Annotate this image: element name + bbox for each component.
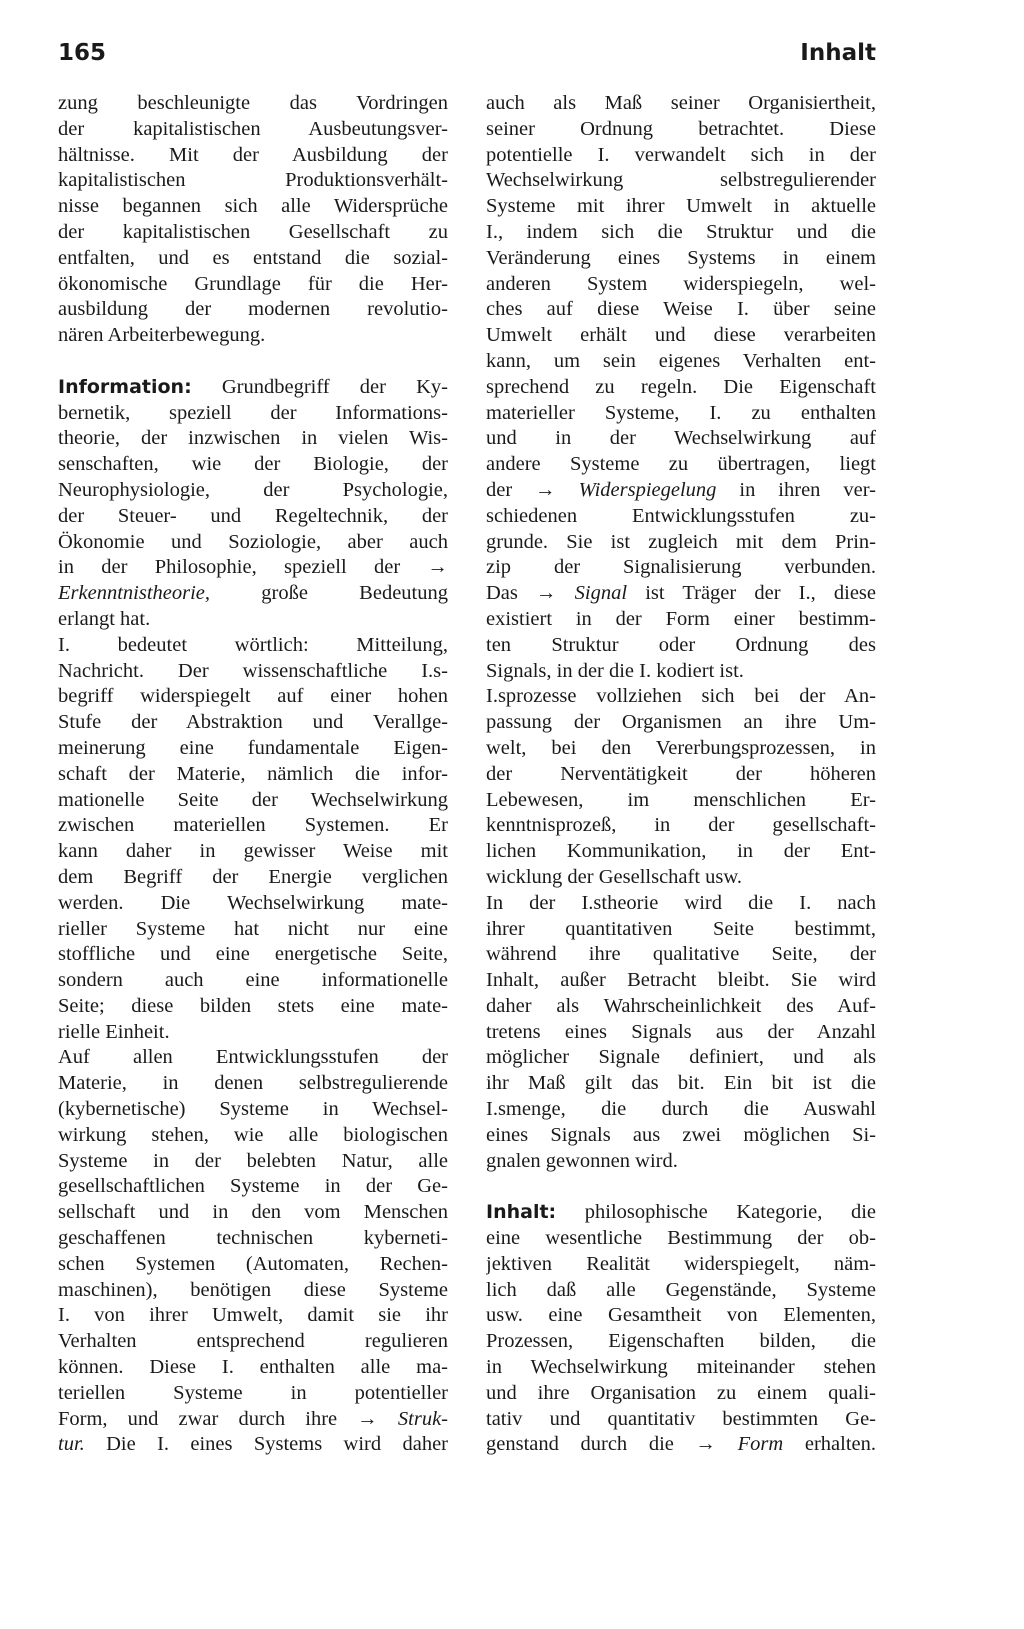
text-run: große Bedeutung: [210, 582, 448, 605]
text-line: I.smenge, die durch die Auswahl: [486, 1098, 876, 1121]
text-line: entfalten, und es entstand die sozial-: [58, 246, 448, 269]
text-line: Lebewesen, im menschlichen Er-: [486, 788, 876, 811]
text-line: hältnisse. Mit der Ausbildung der: [58, 143, 448, 166]
text-line: gesellschaftlichen Systeme in der Ge-: [58, 1175, 448, 1198]
text-line: der Steuer- und Regeltechnik, der: [58, 504, 448, 527]
text-line: zip der Signalisierung verbunden.: [486, 556, 876, 579]
left-column: [58, 91, 448, 1458]
cross-reference-signal: Signal: [574, 582, 628, 605]
text-line: geschaffenen technischen kyberneti-: [58, 1227, 448, 1250]
text-line: I., indem sich die Struktur und die: [486, 220, 876, 243]
text-line: Systeme in der belebten Natur, alle: [58, 1149, 448, 1172]
text-line: in der Philosophie, speziell der →: [58, 556, 448, 579]
text-run: Das →: [486, 582, 575, 605]
text-line: [58, 1407, 448, 1433]
text-run: genstand durch die →: [486, 1433, 738, 1456]
text-line: ihr Maß gilt das bit. Ein bit ist die: [486, 1072, 876, 1095]
text-line: daher als Wahrscheinlichkeit des Auf-: [486, 994, 876, 1017]
text-line: ten Struktur oder Ordnung des: [486, 633, 876, 656]
text-line: gnalen gewonnen wird.: [486, 1149, 678, 1172]
text-line: Materie, in denen selbstregulierende: [58, 1072, 448, 1095]
text-line: potentielle I. verwandelt sich in der: [486, 143, 876, 166]
running-head: Inhalt: [800, 40, 876, 66]
text-line: schaft der Materie, nämlich die infor-: [58, 762, 448, 785]
text-line: Systeme mit ihrer Umwelt in aktuelle: [486, 195, 876, 218]
text-line: ausbildung der modernen revolutio-: [58, 298, 448, 321]
text-line: [486, 1432, 876, 1458]
text-line: [486, 581, 876, 607]
text-line: stoffliche und eine energetische Seite,: [58, 943, 448, 966]
text-line: zwischen materiellen Systemen. Er: [58, 814, 448, 837]
entry-term: Inhalt:: [486, 1201, 557, 1224]
paragraph-gap: [58, 349, 448, 375]
text-line: Neurophysiologie, der Psychologie,: [58, 478, 448, 501]
text-line: theorie, der inzwischen in vielen Wis-: [58, 427, 448, 450]
entry-information-continued: [486, 91, 876, 1174]
right-column: [486, 91, 876, 1458]
text-line: kenntnisprozeß, in der gesellschaft-: [486, 814, 876, 837]
text-line: teriellen Systeme in potentieller: [58, 1381, 448, 1404]
text-line: grunde. Sie ist zugleich mit dem Prin-: [486, 530, 876, 553]
text-line: ches auf diese Weise I. über seine: [486, 298, 876, 321]
text-line: passung der Organismen an ihre Um-: [486, 711, 876, 734]
text-line: bernetik, speziell der Informations-: [58, 401, 448, 424]
text-line: der kapitalistischen Ausbeutungsver-: [58, 117, 448, 140]
text-line: nisse begannen sich alle Widersprüche: [58, 195, 448, 218]
text-line: [486, 1200, 876, 1226]
text-line: Ökonomie und Soziologie, aber auch: [58, 530, 448, 553]
text-line: erlangt hat.: [58, 607, 151, 630]
text-line: können. Diese I. enthalten alle ma-: [58, 1356, 448, 1379]
cross-reference-widerspiegelung: Widerspiegelung: [578, 478, 717, 501]
text-line: der kapitalistischen Gesellschaft zu: [58, 220, 448, 243]
text-line: I. von ihrer Umwelt, damit sie ihr: [58, 1304, 448, 1327]
text-line: lich daß alle Gegenstände, Systeme: [486, 1278, 876, 1301]
text-line: materieller Systeme, I. zu enthalten: [486, 401, 876, 424]
text-line: [58, 581, 448, 607]
text-line: Prozessen, Eigenschaften bilden, die: [486, 1330, 876, 1353]
text-run: in ihren ver-: [716, 478, 876, 501]
text-run: erhalten.: [783, 1433, 876, 1456]
text-line: schen Systemen (Automaten, Rechen-: [58, 1252, 448, 1275]
text-run: Die I. eines Systems wird daher: [84, 1433, 448, 1456]
paragraph-gap: [486, 1174, 876, 1200]
text-line: In der I.stheorie wird die I. nach: [486, 891, 876, 914]
text-line: in Wechselwirkung miteinander stehen: [486, 1356, 876, 1379]
text-line: auch als Maß seiner Organisiertheit,: [486, 92, 876, 114]
text-line: während ihre qualitative Seite, der: [486, 943, 876, 966]
text-line: und ihre Organisation zu einem quali-: [486, 1381, 876, 1404]
text-line: sellschaft und in den vom Menschen: [58, 1201, 448, 1224]
text-line: tretens eines Signals aus der Anzahl: [486, 1020, 876, 1043]
text-line: Stufe der Abstraktion und Verallge-: [58, 711, 448, 734]
text-line: usw. eine Gesamtheit von Elementen,: [486, 1304, 876, 1327]
text-line: eine wesentliche Bestimmung der ob-: [486, 1227, 876, 1250]
text-line: mationelle Seite der Wechselwirkung: [58, 788, 448, 811]
text-line: sondern auch eine informationelle: [58, 969, 448, 992]
text-line: Auf allen Entwicklungsstufen der: [58, 1046, 448, 1069]
text-run: Grundbegriff der Ky-: [191, 375, 448, 398]
text-line: lichen Kommunikation, in der Ent-: [486, 840, 876, 863]
text-line: rieller Systeme hat nicht nur eine: [58, 917, 448, 940]
text-line: Wechselwirkung selbstregulierender: [486, 169, 876, 192]
text-line: wirkung stehen, wie alle biologischen: [58, 1123, 448, 1146]
text-line: Inhalt, außer Betracht bleibt. Sie wird: [486, 969, 876, 992]
text-line: eines Signals aus zwei möglichen Si-: [486, 1123, 876, 1146]
text-line: ökonomische Grundlage für die Her-: [58, 272, 448, 295]
text-line: Nachricht. Der wissenschaftliche I.s-: [58, 659, 448, 682]
text-line: rielle Einheit.: [58, 1020, 170, 1043]
cross-reference-struktur: Struk-: [397, 1407, 448, 1430]
text-run: ist Träger der I., diese: [627, 582, 876, 605]
text-line: Veränderung eines Systems in einem: [486, 246, 876, 269]
text-line: I. bedeutet wörtlich: Mitteilung,: [58, 633, 448, 656]
text-line: schiedenen Entwicklungsstufen zu-: [486, 504, 876, 527]
text-line: senschaften, wie der Biologie, der: [58, 453, 448, 476]
text-line: möglicher Signale definiert, und als: [486, 1046, 876, 1069]
text-line: kann, um sein eigenes Verhalten ent-: [486, 349, 876, 372]
text-line: begriff widerspiegelt auf einer hohen: [58, 685, 448, 708]
text-line: nären Arbeiterbewegung.: [58, 324, 266, 347]
text-line: Umwelt erhält und diese verarbeiten: [486, 324, 876, 347]
text-line: dem Begriff der Energie verglichen: [58, 865, 448, 888]
text-line: zung beschleunigte das Vordringen: [58, 92, 448, 114]
intro-paragraph: [58, 91, 448, 349]
text-run: Form, und zwar durch ihre →: [58, 1407, 398, 1430]
text-line: seiner Ordnung betrachtet. Diese: [486, 117, 876, 140]
entry-inhalt: [486, 1200, 876, 1458]
text-line: welt, bei den Vererbungsprozessen, in: [486, 736, 876, 759]
cross-reference-struktur-cont: tur.: [58, 1433, 85, 1456]
text-line: werden. Die Wechselwirkung mate-: [58, 891, 448, 914]
entry-term: Information:: [58, 375, 192, 398]
page-header: [58, 40, 876, 80]
text-run: der →: [486, 478, 579, 501]
text-line: Verhalten entsprechend regulieren: [58, 1330, 448, 1353]
text-line: [486, 478, 876, 504]
text-line: kann daher in gewisser Weise mit: [58, 840, 448, 863]
text-run: philosophische Kategorie, die: [556, 1201, 876, 1224]
text-line: und in der Wechselwirkung auf: [486, 427, 876, 450]
text-line: meinerung eine fundamentale Eigen-: [58, 736, 448, 759]
text-line: existiert in der Form einer bestimm-: [486, 607, 876, 630]
text-line: jektiven Realität widerspiegelt, näm-: [486, 1252, 876, 1275]
text-line: I.sprozesse vollziehen sich bei der An-: [486, 685, 876, 708]
text-line: maschinen), benötigen diese Systeme: [58, 1278, 448, 1301]
entry-information: [58, 375, 448, 1458]
page-number: 165: [58, 40, 107, 66]
text-line: (kybernetische) Systeme in Wechsel-: [58, 1098, 448, 1121]
text-line: andere Systeme zu übertragen, liegt: [486, 453, 876, 476]
text-line: Signals, in der die I. kodiert ist.: [486, 659, 744, 682]
text-line: Seite; diese bilden stets eine mate-: [58, 994, 448, 1017]
cross-reference-erkenntnistheorie: Erkenntnistheorie,: [58, 582, 211, 605]
text-line: [58, 375, 448, 401]
text-line: wicklung der Gesellschaft usw.: [486, 865, 742, 888]
cross-reference-form: Form: [737, 1433, 784, 1456]
text-line: ihrer quantitativen Seite bestimmt,: [486, 917, 876, 940]
text-line: anderen System widerspiegeln, wel-: [486, 272, 876, 295]
text-line: tativ und quantitativ bestimmten Ge-: [486, 1407, 876, 1430]
text-line: der Nerventätigkeit der höheren: [486, 762, 876, 785]
text-line: [58, 1432, 448, 1458]
text-line: kapitalistischen Produktionsverhält-: [58, 169, 448, 192]
text-line: sprechend zu regeln. Die Eigenschaft: [486, 375, 876, 398]
